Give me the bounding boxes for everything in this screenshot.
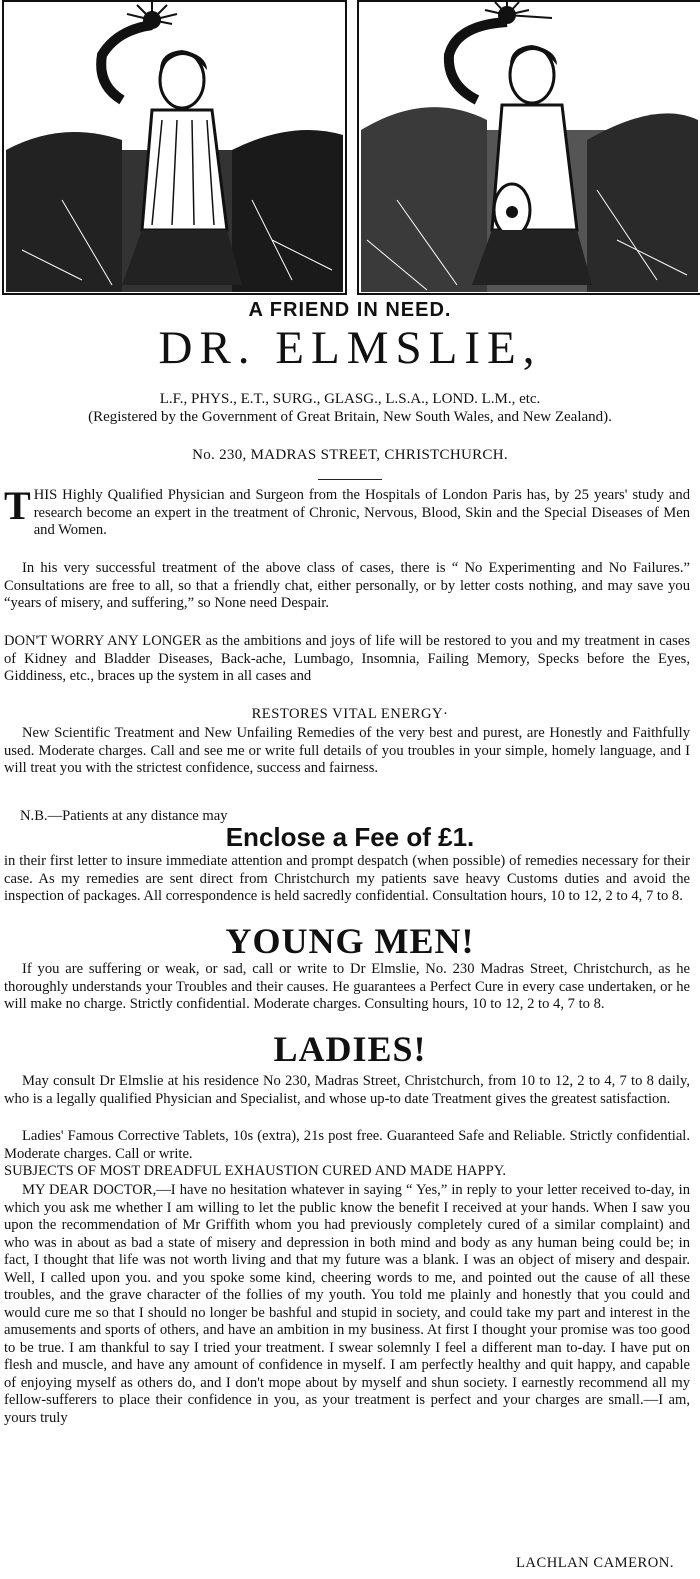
no-failures-paragraph: In his very successful treatment of the above class of cases, there is “ No Experimenting and No Failures.” Consultations are free to all, so that a friendly chat, either personally, or by letter costs nothing, and may save you “years of misery, and suffering,” so None need Despair. [4,560,690,611]
woodcut-illustration-left [2,0,347,295]
testimonial-letter: MY DEAR DOCTOR,—I have no hesitation whatever in saying “ Yes,” in reply to your letter received to-day, in which you ask me whether I am willing to let the public know the benefit I received at your hands. When I saw you upon the recommendation of Mr Griffith whom you had previously completely cured of a similar complaint) and who was in about as bad a state of misery and depression in both mind and body as any human being could be; in fact, I thought that life was not worth living and that my future was a blank. I was an object of misery and despair. Well, I called upon you. and you spoke some kind, cheering words to me, and pointed out the cause of all these troubles, and the grave character of the follies of my youth. You told me plainly and honestly that you could and would cure me so that I should no longer be bashful and stupid in society, and could take my part and interest in the amusements and sports of others, and have an ambition in my business. At first I thought your promise was too good to be true. I am thankful to say I tried your treatment. I swear solemnly I feel a different man to-day. I have put on flesh and muscle, and have any amount of confidence in myself. I am perfectly healthy and quit happy, and capable of enjoying myself as others do, and I don't mope about by myself and shun society. I earnestly recommend all my fellow-sufferers to place their confidence in you, as your treatment is perfect and your charges are small.—I am, yours truly [4,1182,690,1426]
signature: LACHLAN CAMERON. [516,1555,674,1571]
young-men-heading: YOUNG MEN! [225,921,475,961]
fee-heading: Enclose a Fee of £1. [225,822,475,852]
testimonial-heading: SUBJECTS OF MOST DREADFUL EXHAUSTION CURED AND MADE HAPPY. [4,1163,507,1179]
ladies-heading: LADIES! [273,1029,427,1069]
restores-heading: RESTORES VITAL ENERGY· [251,706,449,722]
dont-worry-paragraph: DON'T WORRY ANY LONGER as the ambitions and joys of life will be restored to you and my treatment in cases of Kidney and Bladder Diseases, Back-ache, Lumbago, Insomnia, Failing Memory, Specks before the Eyes, Giddiness, etc., braces up the system in all cases and [4,633,690,684]
address: No. 230, MADRAS STREET, CHRISTCHURCH. [192,447,508,463]
ladies-paragraph: May consult Dr Elmslie at his residence No 230, Madras Street, Christchurch, from 10 to 12, 2 to 4, 7 to 8 daily, who is a legally qualified Physician and Specialist, and whose up-to date Treatment gives the greatest satisfaction. [4,1073,690,1107]
restores-paragraph: New Scientific Treatment and New Unfailing Remedies of the very best and purest, are Honestly and Faithfully used. Moderate charges. Call and see me or write full details of you troubles in your simple, homely language, and I will treat you with the strictest confidence, success and fairness. [4,725,690,776]
headline: A FRIEND IN NEED. [248,299,452,321]
registration-note: (Registered by the Government of Great Britain, New South Wales, and New Zealand). [88,409,612,425]
drop-cap: T [4,483,31,528]
fee-paragraph: in their first letter to insure immediate attention and prompt despatch (when possible) of remedies necessary for their case. As my remedies are sent direct from Christchurch my patients save heavy Customs duties and avoid the inspection of packages. All correspondence is held sacredly confidential. Consultation hours, 10 to 12, 2 to 4, 7 to 8. [4,853,690,904]
woman-sunburst-icon [357,0,700,295]
tablets-paragraph: Ladies' Famous Corrective Tablets, 10s (extra), 21s post free. Guaranteed Safe and Reliable. Strictly confidential. Moderate charges. Call or write. [4,1128,690,1162]
nb-note: N.B.—Patients at any distance may [20,808,228,824]
doctor-name: DR. ELMSLIE, [158,322,542,374]
intro-paragraph [4,483,690,540]
woodcut-illustration-right [357,0,700,295]
intro-text: HIS Highly Qualified Physician and Surgeon from the Hospitals of London Paris has, by 25 years' study and research become an expert in the treatment of Chronic, Nervous, Blood, Skin and the Special Diseases of Men and Women. [33,487,690,538]
qualifications: L.F., PHYS., E.T., SURG., GLASG., L.S.A., LOND. L.M., etc. [159,391,541,407]
divider-rule [318,479,382,480]
young-men-paragraph: If you are suffering or weak, or sad, call or write to Dr Elmslie, No. 230 Madras Street, Christchurch, as he thoroughly understands your Troubles and their causes. He guarantees a Perfect Cure in every case undertaken, or he will make no charge. Strictly confidential. Moderate charges. Consulting hours, 10 to 12, 2 to 4, 7 to 8. [4,961,690,1012]
woman-sunburst-icon [2,0,347,295]
